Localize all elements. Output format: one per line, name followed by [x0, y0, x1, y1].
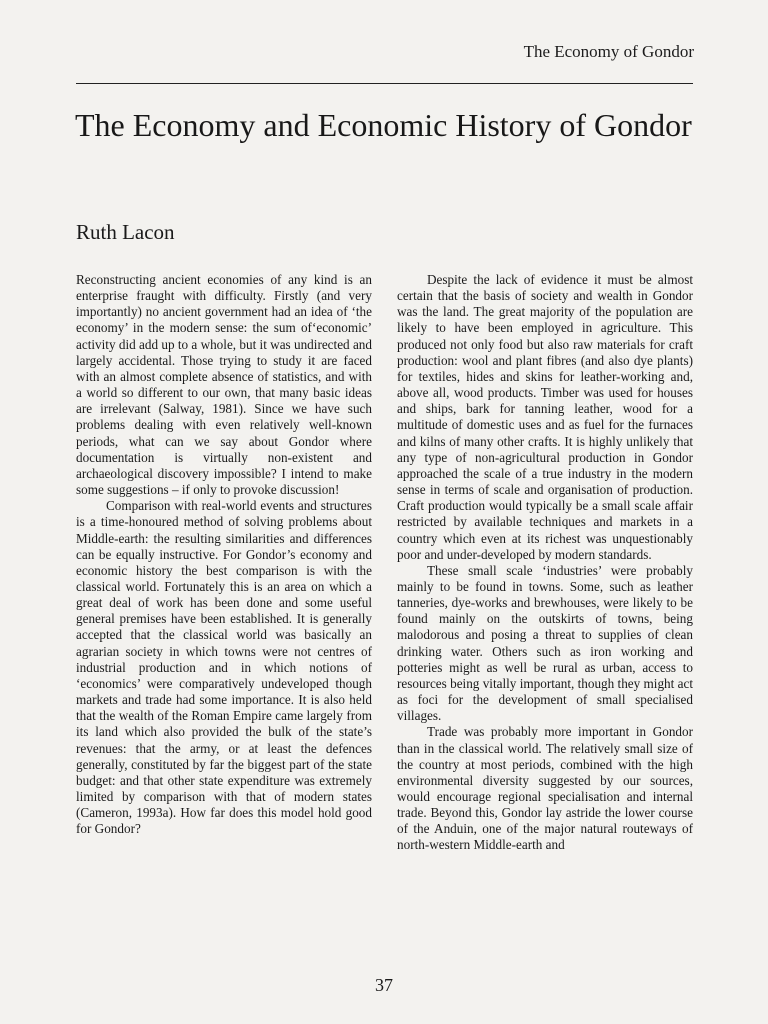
- paragraph: Comparison with real-world events and structures is a time-honoured method of solving problems about Middle-earth: the resulting similarities and differences can be equally instructive. For Gondor’s economy and economic history the best comparison is with the classical world. Fortunately this is an area on which a great deal of work has been done and some useful general premises have been established. It is generally accepted that the classical world was basically an agrarian society in which towns were not centres of industrial production and in which notions of ‘economics’ were comparatively undeveloped though markets and trade had some importance. It is also held that the wealth of the Roman Empire came largely from its land which also provided the bulk of the state’s revenues: that the army, or at least the defences generally, constituted by far the biggest part of the state budget: and that other state expenditure was extremely limited by comparison with that of modern states (Cameron, 1993a). How far does this model hold good for Gondor?: [76, 498, 372, 837]
- running-head: The Economy of Gondor: [523, 42, 694, 61]
- paragraph: Despite the lack of evidence it must be almost certain that the basis of society and wealth in Gondor was the land. The great majority of the population are likely to have been employed in agriculture. This produced not only food but also raw materials for craft production: wool and plant fibres (and also dye plants) for textiles, hides and skins for leather-working and, above all, wood products. Timber was used for houses and ships, bark for tanning leather, wood for a multitude of domestic uses and as fuel for the furnaces and kilns of many other crafts. It is highly unlikely that any type of non-agricultural production in Gondor approached the scale of a true industry in the modern sense in terms of scale and organisation of production. Craft production would typically be a small scale affair restricted by available techniques and markets in a country which even at its richest was unquestionably poor and under-developed by modern standards.: [397, 272, 693, 562]
- paragraph: Trade was probably more important in Gondor than in the classical world. The relatively small size of the country at most periods, combined with the high environmental diversity suggested by our sources, would encourage regional specialisation and internal trade. Beyond this, Gondor lay astride the lower course of the Anduin, one of the major natural routeways of north-western Middle-earth and: [397, 724, 693, 853]
- page-number: 37: [375, 975, 393, 995]
- article-author: Ruth Lacon: [76, 220, 175, 244]
- article-title: The Economy and Economic History of Gondor: [75, 107, 692, 143]
- right-column: [397, 272, 693, 854]
- header-rule: [76, 83, 693, 84]
- paragraph: Reconstructing ancient economies of any kind is an enterprise fraught with difficulty. Firstly (and very importantly) no ancient government had an idea of ‘the economy’ in the modern sense: the sum of‘economic’ activity did add up to a whole, but it was undirected and largely accidental. Those trying to study it are faced with an almost complete absence of statistics, and with a world so different to our own, that many basic ideas are irrelevant (Salway, 1981). Since we have such problems dealing with even relatively well-known periods, what can we say about Gondor where documentation is virtually non-existent and archaeological discovery impossible? I intend to make some suggestions – if only to provoke discussion!: [76, 272, 372, 498]
- paragraph: These small scale ‘industries’ were probably mainly to be found in towns. Some, such as leather tanneries, dye-works and brewhouses, were likely to be found mainly on the outskirts of towns, being malodorous and posing a threat to supplies of clean drinking water. Others such as iron working and potteries might as well be rural as urban, access to resources being vitally important, though they might act as foci for the development of small specialised villages.: [397, 562, 693, 724]
- left-column: [76, 272, 372, 837]
